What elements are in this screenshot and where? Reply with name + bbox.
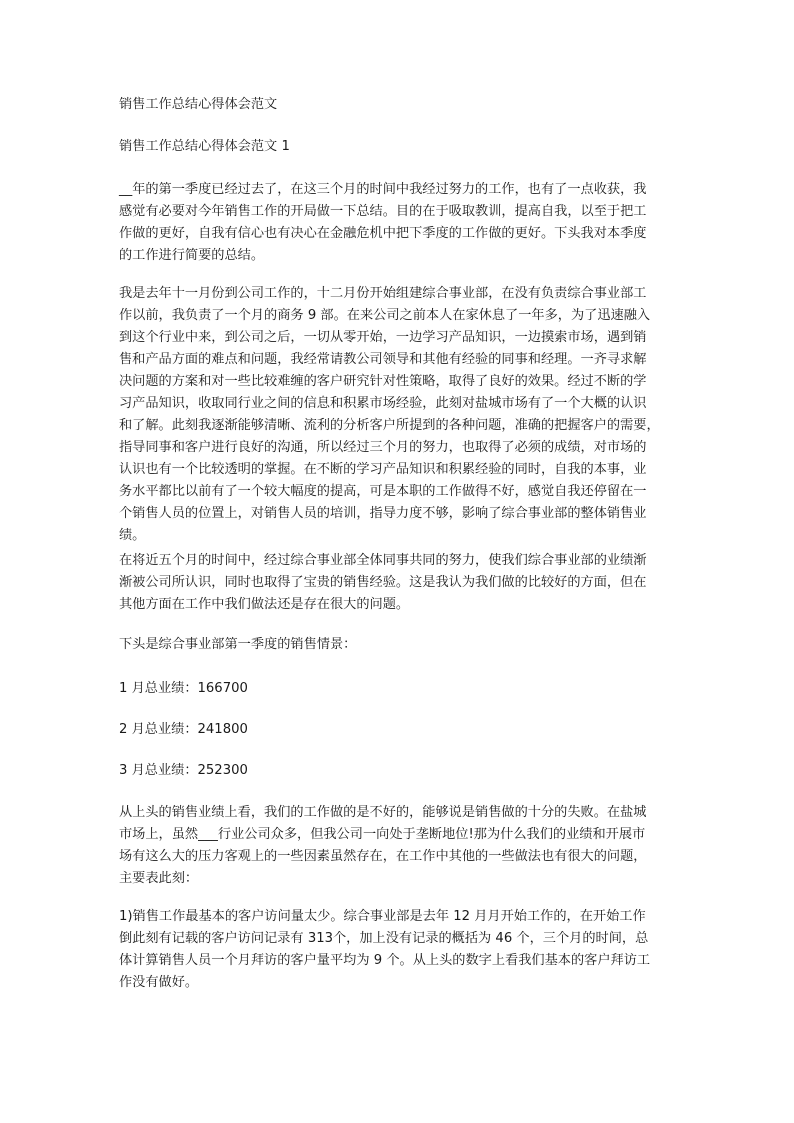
paragraph-line: __年的第一季度已经过去了，在这三个月的时间中我经过努力的工作，也有了一点收获，我 [119, 182, 647, 197]
paragraph-line: 认识也有一个比较透明的掌握。在不断的学习产品知识和积累经验的同时，自我的本事，业 [119, 462, 647, 477]
paragraph-line: 到这个行业中来，到公司之后，一切从零开始，一边学习产品知识，一边摸索市场，遇到销 [119, 330, 647, 345]
document-title: 销售工作总结心得体会范文 [119, 97, 278, 112]
paragraph-line: 售和产品方面的难点和问题，我经常请教公司领导和其他有经验的同事和经理。一齐寻求解 [119, 352, 647, 367]
paragraph-line: 和了解。此刻我逐渐能够清晰、流利的分析客户所提到的各种问题，准确的把握客户的需要， [119, 418, 660, 433]
paragraph-line: 其他方面在工作中我们做法还是存在很大的问题。 [119, 597, 410, 612]
paragraph-line: 倒此刻有记载的客户访问记录有 313个，加上没有记录的概括为 46 个，三个月的时间，总 [119, 931, 649, 946]
paragraph-line: 1)销售工作最基本的客户访问量太少。综合事业部是去年 12 月月开始工作的，在开始工作 [119, 909, 646, 924]
paragraph-line: 感觉有必要对今年销售工作的开局做一下总结。目的在于吸取教训，提高自我，以至于把工 [119, 204, 647, 219]
paragraph-achievements [119, 550, 647, 616]
paragraph-analysis [119, 802, 647, 890]
paragraph-line: 场有这么大的压力客观上的一些因素虽然存在，在工作中其他的一些做法也有很大的问题， [119, 849, 647, 864]
paragraph-line: 决问题的方案和对一些比较难缠的客户研究针对性策略，取得了良好的效果。经过不断的学 [119, 374, 647, 389]
paragraph-line: 体计算销售人员一个月拜访的客户量平均为 9 个。从上头的数字上看我们基本的客户拜访工 [119, 953, 651, 968]
paragraph-background [119, 283, 660, 547]
paragraph-line: 市场上，虽然___行业公司众多，但我公司一向处于垄断地位!那为什么我们的业绩和开展市 [119, 827, 646, 842]
paragraph-line: 指导同事和客户进行良好的沟通，所以经过三个月的努力，也取得了必须的成绩，对市场的 [119, 440, 647, 455]
paragraph-line: 在将近五个月的时间中，经过综合事业部全体同事共同的努力，使我们综合事业部的业绩渐 [119, 553, 647, 568]
paragraph-line: 个销售人员的位置上，对销售人员的培训，指导力度不够，影响了综合事业部的整体销售业 [119, 506, 647, 521]
paragraph-sales-intro: 下头是综合事业部第一季度的销售情景： [119, 637, 357, 652]
paragraph-issue-1 [119, 906, 650, 994]
monthly-sales-stat: 1 月总业绩：166700 [119, 681, 248, 696]
paragraph-line: 渐被公司所认识，同时也取得了宝贵的销售经验。这是我认为我们做的比较好的方面，但在 [119, 575, 647, 590]
paragraph-line: 从上头的销售业绩上看，我们的工作做的是不好的，能够说是销售做的十分的失败。在盐城 [119, 805, 647, 820]
paragraph-line: 习产品知识，收取同行业之间的信息和积累市场经验，此刻对盐城市场有了一个大概的认识 [119, 396, 647, 411]
monthly-sales-stat: 3 月总业绩：252300 [119, 763, 248, 778]
paragraph-line: 主要表此刻： [119, 871, 199, 886]
section-heading: 销售工作总结心得体会范文 1 [119, 139, 290, 154]
paragraph-intro [119, 179, 647, 267]
paragraph-line: 务水平都比以前有了一个较大幅度的提高，可是本职的工作做得不好，感觉自我还停留在一 [119, 484, 647, 499]
paragraph-line: 作做的更好，自我有信心也有决心在金融危机中把下季度的工作做的更好。下头我对本季度 [119, 226, 647, 241]
paragraph-line: 绩。 [119, 528, 146, 543]
paragraph-line: 的工作进行简要的总结。 [119, 248, 265, 263]
paragraph-line: 我是去年十一月份到公司工作的，十二月份开始组建综合事业部，在没有负责综合事业部工 [119, 286, 647, 301]
paragraph-line: 作没有做好。 [119, 975, 199, 990]
monthly-sales-stat: 2 月总业绩：241800 [119, 722, 248, 737]
paragraph-line: 作以前，我负责了一个月的商务 9 部。在来公司之前本人在家休息了一年多，为了迅速融入 [119, 308, 651, 323]
